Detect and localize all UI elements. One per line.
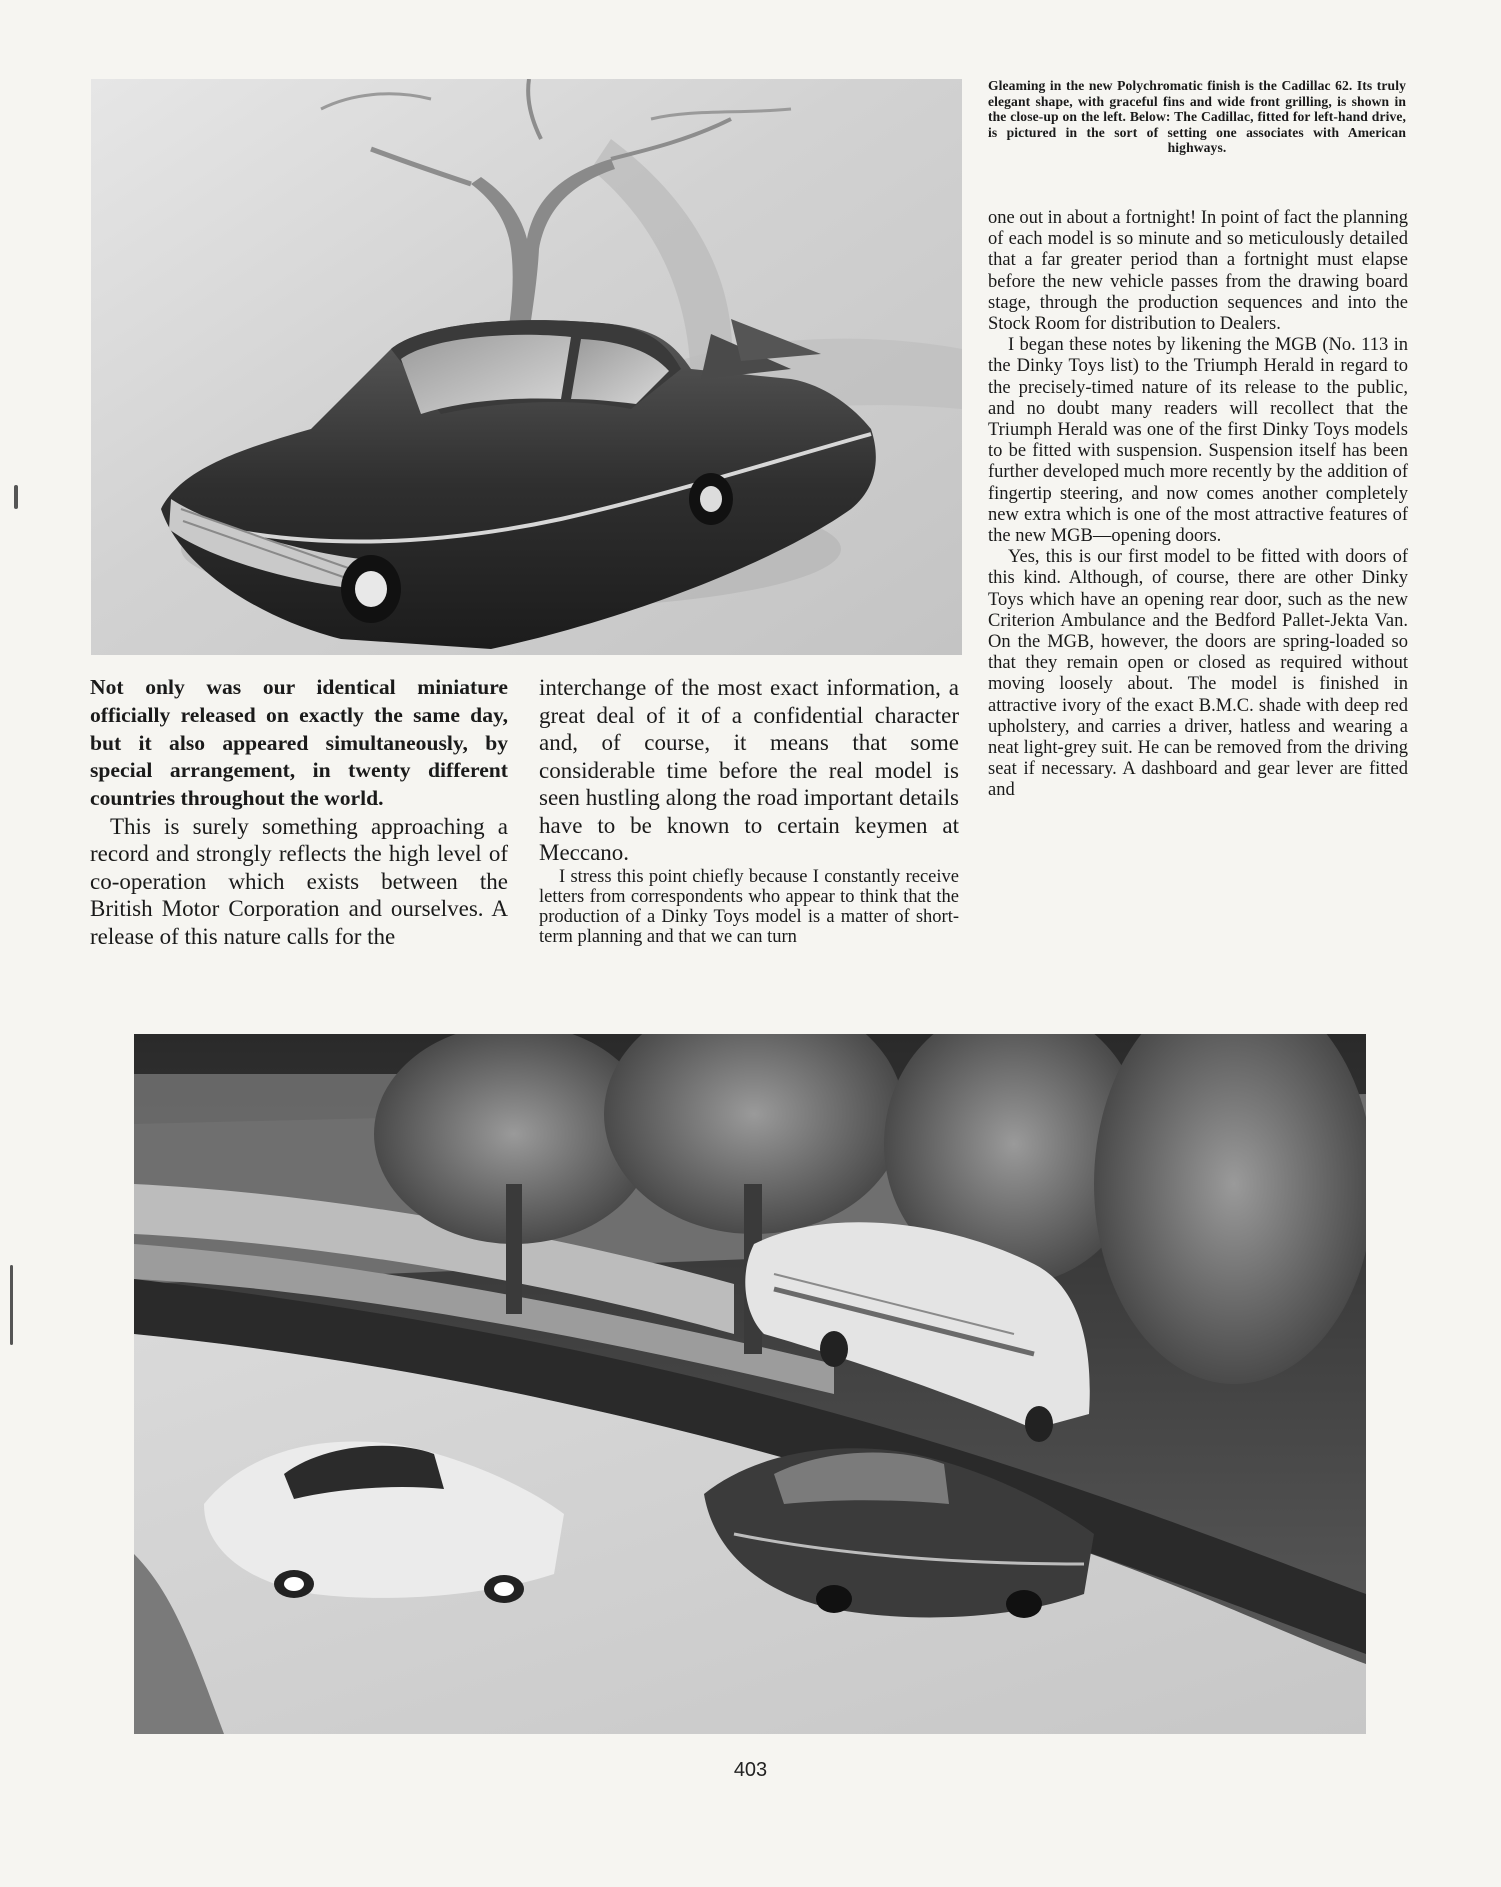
cadillac-closeup-photo — [91, 79, 962, 655]
left-text-column — [90, 674, 508, 950]
body-paragraph: I stress this point chiefly because I constantly receive letters from correspondents who appear to think that the production of a Dinky Toys model is a matter of short-term planning and that we can turn — [539, 866, 959, 948]
cadillac-closeup-illustration — [91, 79, 962, 655]
body-paragraph: interchange of the most exact information, a great deal of it of a confidential character and, of course, it means that some considerable time before the real model is seen hustling along the road important details have to be known to certain keymen at Meccano. — [539, 675, 959, 865]
body-paragraph: one out in about a fortnight! In point of fact the planning of each model is so minute and so meticulously detailed that a far greater period than a fortnight must elapse before the new vehicle passes from the drawing board stage, through the production sequences and into the Stock Room for distribution to Dealers. — [988, 208, 1408, 335]
page-number: 403 — [733, 1759, 768, 1781]
middle-text-column — [539, 674, 959, 947]
body-paragraph: This is surely something approaching a record and strongly reflects the high level of co-operation which exists between the British Motor Corporation and ourselves. A release of this nature calls for the — [90, 813, 508, 949]
page-edge-mark — [14, 485, 18, 509]
body-paragraph: I began these notes by likening the MGB (No. 113 in the Dinky Toys list) to the Triumph Herald in regard to the precisely-timed nature of its release to the public, and no doubt many readers will recollect that the Triumph Herald was one of the first Dinky Toys models to be fitted with suspension. Suspension itself has been further developed much more recently by the addition of fingertip steering, and now comes another completely new extra which is one of the most attractive features of the new MGB—opening doors. — [988, 335, 1408, 547]
diorama-photo — [134, 1034, 1366, 1734]
lead-paragraph: Not only was our identical miniature officially released on exactly the same day, but it also appeared simultaneously, by special arrangement, in twenty different countries throughout the world. — [90, 675, 508, 811]
highway-diorama-illustration — [134, 1034, 1366, 1734]
right-text-column — [988, 208, 1408, 802]
page-edge-mark — [10, 1265, 13, 1345]
photo-caption: Gleaming in the new Polychromatic finish is the Cadillac 62. Its truly elegant shape, with graceful fins and wide front grilling, is shown in the close-up on the left. Below: The Cadillac, fitted for left-hand drive, is pictured in the sort of setting one associates with American highways. — [988, 78, 1406, 156]
body-paragraph: Yes, this is our first model to be fitted with doors of this kind. Although, of course, there are other Dinky Toys which have an opening rear door, such as the new Criterion Ambulance and the Bedford Pallet-Jekta Van. On the MGB, however, the doors are spring-loaded so that they remain open or closed as required without moving loosely about. The model is finished in attractive ivory of the exact B.M.C. shade with deep red upholstery, and carries a driver, hatless and wearing a neat light-grey suit. He can be removed from the driving seat if necessary. A dashboard and gear lever are fitted and — [988, 547, 1408, 801]
